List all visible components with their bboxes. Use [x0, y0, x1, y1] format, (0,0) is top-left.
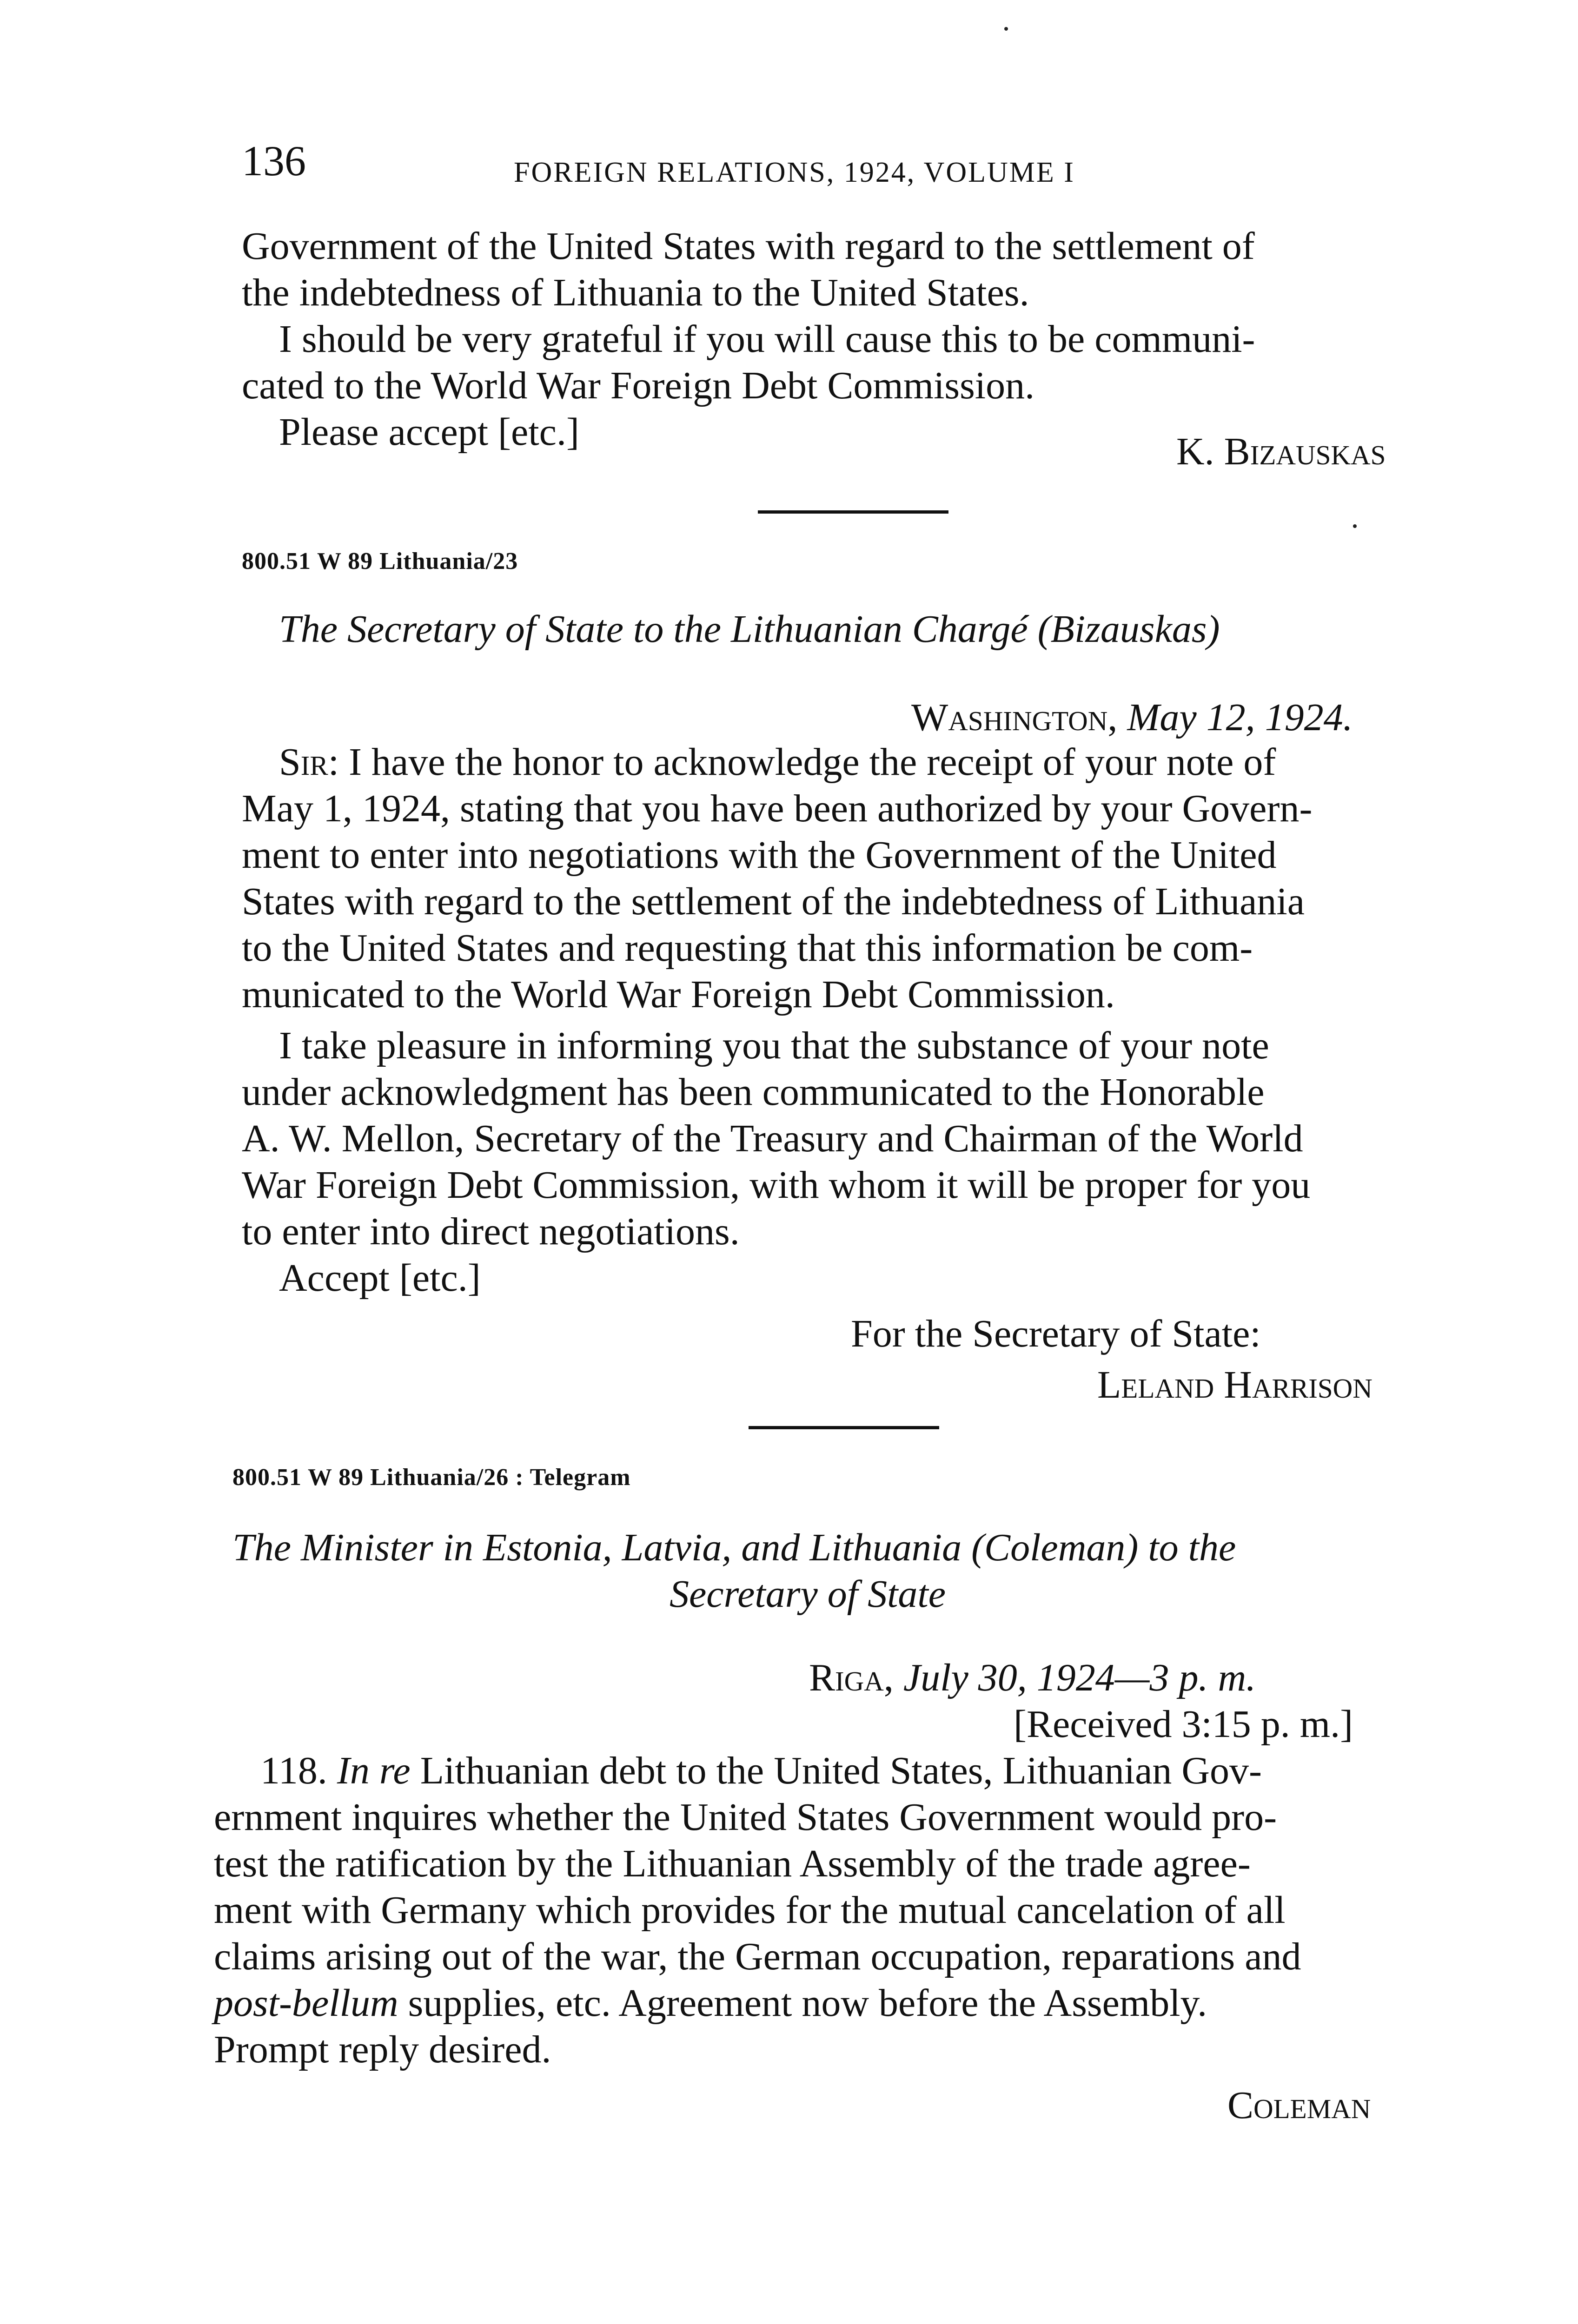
- dateline-date: May 12, 1924.: [1127, 696, 1353, 739]
- telegram-line-text: Lithuanian debt to the United States, Lithuanian Gov-: [420, 1749, 1262, 1792]
- telegram-line: test the ratification by the Lithuanian Assembly of the trade agree-: [214, 1842, 1251, 1885]
- letter-line: ment to enter into negotiations with the Government of the United: [242, 833, 1277, 877]
- letter-line: May 1, 1924, stating that you have been authorized by your Govern-: [242, 787, 1313, 830]
- continuation-line: the indebtedness of Lithuania to the United States.: [242, 271, 1029, 314]
- telegram-line-text: supplies, etc. Agreement now before the Assembly.: [408, 1981, 1207, 2025]
- document-heading: The Secretary of State to the Lithuanian Chargé (Bizauskas): [279, 607, 1220, 651]
- post-bellum: post-bellum: [214, 1981, 398, 2025]
- telegram-line: [260, 1751, 1262, 1790]
- received-line: [Received 3:15 p. m.]: [1014, 1703, 1353, 1746]
- section-divider: [749, 1426, 939, 1429]
- section-divider: [758, 510, 948, 514]
- letter-line-text: I have the honor to acknowledge the receipt of your note of: [349, 740, 1276, 784]
- letter-line: I take pleasure in informing you that the substance of your note: [279, 1024, 1269, 1067]
- file-code: 800.51 W 89 Lithuania/23: [242, 548, 518, 574]
- dateline: [809, 1658, 1256, 1697]
- continuation-line: Government of the United States with regard to the settlement of: [242, 224, 1255, 268]
- salutation: Sir:: [279, 740, 339, 784]
- letter-line: under acknowledgment has been communicated to the Honorable: [242, 1070, 1265, 1114]
- continuation-line: Please accept [etc.]: [279, 410, 579, 454]
- continuation-line: I should be very grateful if you will cause this to be communi-: [279, 317, 1255, 361]
- file-code: 800.51 W 89 Lithuania/26 : Telegram: [232, 1464, 631, 1491]
- letter-line: [279, 740, 1276, 784]
- telegram-number: 118.: [260, 1749, 327, 1792]
- signature-harrison: Leland Harrison: [1097, 1363, 1372, 1406]
- telegram-line: Prompt reply desired.: [214, 2028, 551, 2071]
- letter-line: A. W. Mellon, Secretary of the Treasury and Chairman of the World: [242, 1117, 1303, 1160]
- print-speck: [1353, 524, 1357, 528]
- telegram-line: [214, 1981, 1207, 2025]
- dateline: [911, 698, 1353, 737]
- in-re: In re: [337, 1749, 411, 1792]
- running-header-title: FOREIGN RELATIONS, 1924, VOLUME I: [514, 157, 1075, 188]
- telegram-line: claims arising out of the war, the German occupation, reparations and: [214, 1935, 1301, 1978]
- dateline-place: Washington,: [911, 696, 1118, 739]
- telegram-line: ment with Germany which provides for the mutual cancelation of all: [214, 1888, 1286, 1932]
- dateline-place: Riga,: [809, 1656, 894, 1699]
- document-heading: The Minister in Estonia, Latvia, and Lithuania (Coleman) to the: [232, 1526, 1236, 1569]
- print-speck: [1004, 27, 1008, 31]
- closing-line: For the Secretary of State:: [851, 1312, 1261, 1355]
- page-number: 136: [242, 137, 306, 185]
- letter-line: States with regard to the settlement of the indebtedness of Lithuania: [242, 880, 1305, 923]
- signature-coleman: Coleman: [1227, 2084, 1371, 2127]
- document-heading-line2: Secretary of State: [670, 1572, 946, 1616]
- letter-line: to the United States and requesting that this information be com-: [242, 926, 1253, 970]
- letter-line: municated to the World War Foreign Debt Commission.: [242, 973, 1115, 1016]
- continuation-line: cated to the World War Foreign Debt Commission.: [242, 364, 1035, 407]
- signature-bizauskas: K. Bizauskas: [1176, 430, 1386, 473]
- dateline-date: July 30, 1924—3 p. m.: [903, 1656, 1256, 1699]
- letter-line: Accept [etc.]: [279, 1256, 481, 1300]
- letter-line: to enter into direct negotiations.: [242, 1210, 740, 1253]
- telegram-line: ernment inquires whether the United States Government would pro-: [214, 1796, 1277, 1839]
- letter-line: War Foreign Debt Commission, with whom it will be proper for you: [242, 1163, 1311, 1207]
